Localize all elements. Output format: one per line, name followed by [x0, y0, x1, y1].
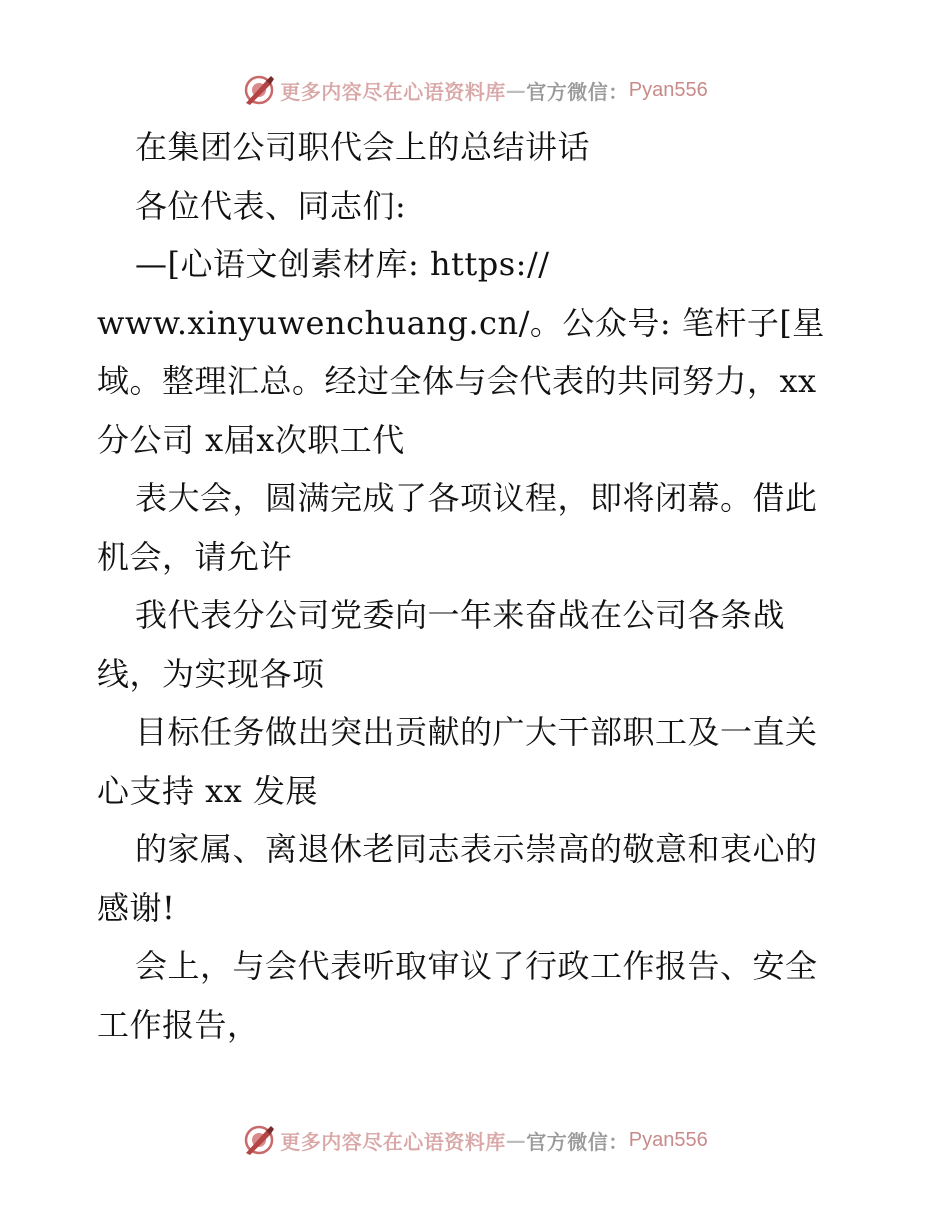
- banner-main-text: 更多内容尽在心语资料库: [280, 1129, 506, 1154]
- salutation: 各位代表、同志们:: [135, 186, 407, 225]
- banner-wechat-label: 官方微信: [526, 79, 609, 104]
- paragraph-line: 的家属、离退休老同志表示崇高的敬意和衷心的: [135, 830, 818, 868]
- paragraph-line: 工作报告，: [97, 1005, 260, 1044]
- paragraph-line: 线，为实现各项: [97, 654, 325, 693]
- paragraph-line: 机会，请允许: [97, 537, 293, 576]
- paragraph-line: 心支持 xx 发展: [97, 771, 318, 810]
- footer-banner: [0, 1120, 950, 1160]
- banner-main-text: 更多内容尽在心语资料库: [280, 79, 506, 104]
- document-title: 在集团公司职代会上的总结讲话: [135, 128, 591, 166]
- banner-dash: —: [505, 1128, 527, 1152]
- paragraph-line: 域。整理汇总。经过全体与会代表的共同努力，xx: [97, 362, 817, 400]
- header-banner: [0, 70, 950, 110]
- banner-wechat-id: Pyan556: [628, 78, 708, 101]
- banner-wechat-id: Pyan556: [628, 1128, 708, 1151]
- pen-logo-icon: [242, 73, 276, 107]
- document-body: [97, 118, 857, 1054]
- paragraph-line: 我代表分公司党委向一年来奋战在公司各条战: [135, 596, 786, 634]
- banner-colon: ：: [608, 1129, 629, 1154]
- banner-dash: —: [505, 78, 527, 102]
- paragraph-line: 分公司 x届x次职工代: [97, 420, 405, 459]
- banner-wechat-label: 官方微信: [526, 1129, 609, 1154]
- paragraph-line: 感谢!: [97, 888, 176, 927]
- banner-colon: ：: [608, 79, 629, 104]
- pen-logo-icon: [242, 1123, 276, 1157]
- paragraph-line: 目标任务做出突出贡献的广大干部职工及一直关: [135, 713, 818, 751]
- paragraph-line: 表大会，圆满完成了各项议程，即将闭幕。借此: [135, 479, 818, 517]
- paragraph-line: 会上，与会代表听取审议了行政工作报告、安全: [135, 947, 818, 985]
- paragraph-line: www.xinyuwenchuang.cn/。公众号: 笔杆子[星: [97, 303, 825, 342]
- paragraph-line: —[心语文创素材库: https://: [135, 245, 550, 283]
